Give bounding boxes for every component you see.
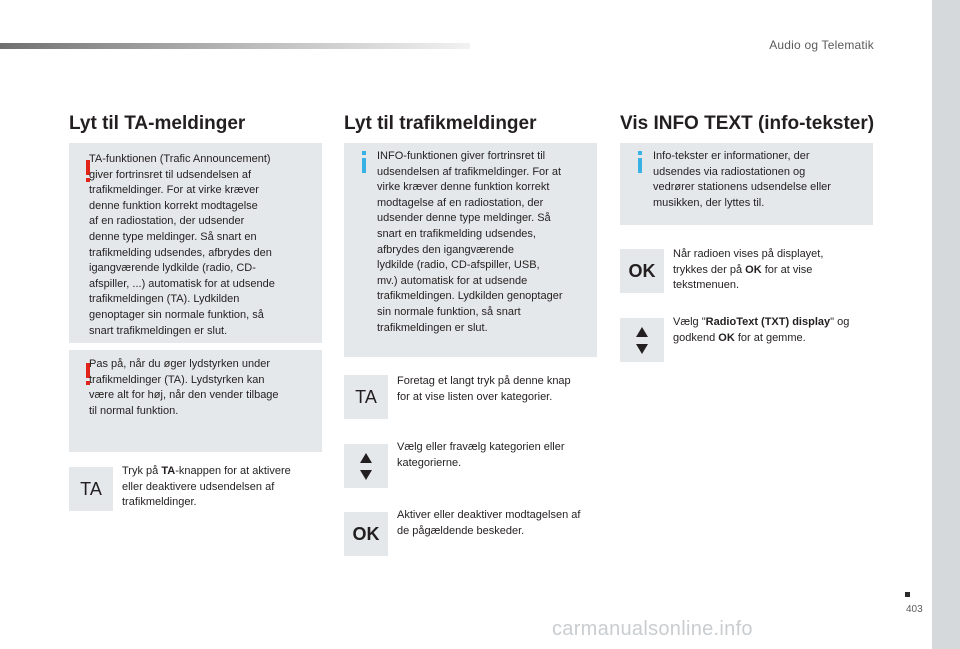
warning-box-volume bbox=[69, 350, 322, 452]
info-text: INFO-funktionen giver fortrinsret til udsendelsen af trafikmeldinger. For at virke kræver denne funktion korrekt modtagelse af en radiostation, der udsender denne type meldinger. Så snart en trafikmelding udsendes, afbrydes den igangværende lydkilde (radio, CD-afspiller, USB, mv.) automatisk for at udsende trafikmeldingen. Lydkilden genoptager sin normale funktion, så snart trafikmeldingen er slut. bbox=[377, 150, 563, 334]
col1-heading: Lyt til TA-meldinger bbox=[69, 113, 246, 134]
step-activate-reception: Aktiver eller deaktiver modtagelsen af de pågældende beskeder. bbox=[397, 509, 581, 537]
ta-button[interactable]: TA bbox=[344, 375, 388, 419]
step-show-text-menu: Når radioen vises på displayet, trykkes der på OK for at vise tekstmenuen. bbox=[673, 248, 824, 292]
up-down-arrows-button[interactable] bbox=[344, 444, 388, 488]
step-select-category: Vælg eller fravælg kategorien eller kategorierne. bbox=[397, 441, 565, 469]
section-title: Audio og Telematik bbox=[769, 38, 874, 52]
ok-button[interactable]: OK bbox=[344, 512, 388, 556]
info-box-infotext bbox=[620, 143, 873, 225]
page-marker bbox=[905, 592, 910, 597]
ta-button-description: Tryk på TA-knappen for at aktivere eller deaktivere udsendelsen af trafikmeldinger. bbox=[122, 465, 291, 509]
watermark: carmanualsonline.info bbox=[552, 618, 753, 640]
info-text: Info-tekster er informationer, der udsendes via radiostationen og vedrører stationens udsendelse eller musikken, der lyttes til. bbox=[653, 150, 831, 209]
step-select-radiotext: Vælg "RadioText (TXT) display" og godkend OK for at gemme. bbox=[673, 316, 850, 344]
col2-heading: Lyt til trafikmeldinger bbox=[344, 113, 537, 134]
up-down-arrows-button[interactable] bbox=[620, 318, 664, 362]
page-edge-strip bbox=[932, 0, 960, 649]
info-icon bbox=[638, 151, 642, 173]
col3-heading: Vis INFO TEXT (info-tekster) bbox=[620, 113, 875, 134]
warning-text: Pas på, når du øger lydstyrken under trafikmeldinger (TA). Lydstyrken kan være alt for høj, når den vender tilbage til normal funktion. bbox=[89, 358, 279, 417]
step-long-press: Foretag et langt tryk på denne knap for at vise listen over kategorier. bbox=[397, 375, 571, 403]
page-number: 403 bbox=[906, 604, 923, 615]
arrow-up-icon bbox=[636, 327, 648, 337]
ok-button[interactable]: OK bbox=[620, 249, 664, 293]
arrow-down-icon bbox=[360, 470, 372, 480]
warning-box-ta bbox=[69, 143, 322, 343]
ta-button[interactable]: TA bbox=[69, 467, 113, 511]
header-gradient-bar bbox=[0, 43, 470, 49]
arrow-down-icon bbox=[636, 344, 648, 354]
warning-text: TA-funktionen (Trafic Announcement) giver fortrinsret til udsendelsen af trafikmeldinger. For at virke kræver denne funktion korrekt modtagelse af en radiostation, der udsender denne type meldinger. Så snart en trafikmelding udsendes, afbrydes den igangværende lydkilde (radio, CD- afspiller, ...) automatisk for at udsende trafikmeldingen (TA). Lydkilden genoptager sin normale funktion, så snart trafikmeldingen er slut. bbox=[89, 153, 275, 337]
info-box-traffic bbox=[344, 143, 597, 357]
arrow-up-icon bbox=[360, 453, 372, 463]
info-icon bbox=[362, 151, 366, 173]
